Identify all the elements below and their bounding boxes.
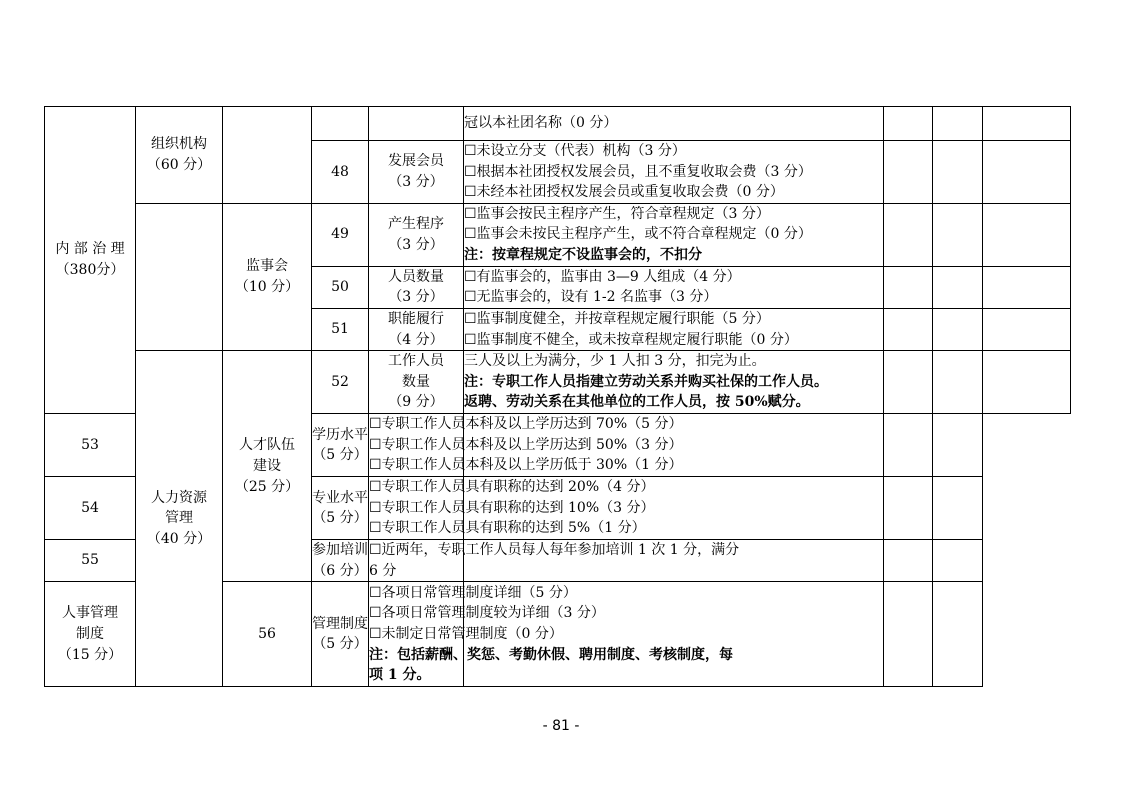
subcategory-empty-cell <box>223 107 312 204</box>
criteria-content: 冠以本社团名称（0 分） <box>464 107 884 141</box>
score-cell <box>884 477 933 540</box>
item-name: 学历水平 （5 分） <box>312 414 369 477</box>
score-cell <box>933 266 983 308</box>
table-row <box>45 351 1071 414</box>
score-cell <box>884 266 933 308</box>
item-number: 50 <box>312 266 369 308</box>
item-name: 产生程序 （3 分） <box>369 203 464 266</box>
item-name: 人员数量 （3 分） <box>369 266 464 308</box>
table-row <box>45 203 1071 266</box>
evaluation-table <box>44 106 1071 687</box>
remark-cell <box>983 141 1071 204</box>
criteria-content: ☐监事会按民主程序产生，符合章程规定（3 分） ☐监事会未按民主程序产生，或不符合章程规定（0 分） 注：按章程规定不设监事会的，不扣分 <box>464 203 884 266</box>
table-row <box>45 107 1071 141</box>
criteria-content: ☐近两年，专职工作人员每人每年参加培训 1 次 1 分，满分 6 分 <box>369 540 464 582</box>
score-cell <box>933 107 983 141</box>
item-name: 工作人员 数量 （9 分） <box>369 351 464 414</box>
criteria-content: ☐有监事会的，监事由 3—9 人组成（4 分） ☐无监事会的，设有 1-2 名监事（3 分） <box>464 266 884 308</box>
org-empty-cell <box>136 203 223 350</box>
criteria-content: ☐各项日常管理制度详细（5 分） ☐各项日常管理制度较为详细（3 分） ☐未制定日常管理制度（0 分） 注：包括薪酬、奖惩、考勤休假、聘用制度、考核制度，每 项 1 分。 <box>369 582 464 687</box>
category-human-resources: 人力资源 管理 （40 分） <box>136 351 223 687</box>
remark-cell <box>983 203 1071 266</box>
score-cell <box>933 203 983 266</box>
item-number: 48 <box>312 141 369 204</box>
criteria-content: ☐专职工作人员本科及以上学历达到 70%（5 分） ☐专职工作人员本科及以上学历达到 50%（3 分） ☐专职工作人员本科及以上学历低于 30%（1 分） <box>369 414 464 477</box>
item-number: 54 <box>45 477 136 540</box>
remark-cell <box>983 266 1071 308</box>
score-cell <box>933 351 983 414</box>
score-cell <box>933 141 983 204</box>
item-number: 55 <box>45 540 136 582</box>
criteria-content: ☐未设立分支（代表）机构（3 分） ☐根据本社团授权发展会员，且不重复收取会费（3 分） ☐未经本社团授权发展会员或重复收取会费（0 分） <box>464 141 884 204</box>
item-name: 管理制度 （5 分） <box>312 582 369 687</box>
item-name <box>369 107 464 141</box>
item-number: 53 <box>45 414 136 477</box>
score-cell <box>884 582 933 687</box>
remark-cell <box>983 351 1071 414</box>
criteria-content: ☐监事制度健全，并按章程规定履行职能（5 分） ☐监事制度不健全，或未按章程规定履行职能（0 分） <box>464 308 884 350</box>
item-number <box>312 107 369 141</box>
remark-cell <box>933 414 983 477</box>
item-name: 专业水平 （5 分） <box>312 477 369 540</box>
criteria-content: ☐专职工作人员具有职称的达到 20%（4 分） ☐专职工作人员具有职称的达到 10%（3 分） ☐专职工作人员具有职称的达到 5%（1 分） <box>369 477 464 540</box>
score-cell <box>884 540 933 582</box>
score-cell <box>884 308 933 350</box>
category-talent-building: 人才队伍 建设 （25 分） <box>223 351 312 582</box>
item-name: 参加培训 （6 分） <box>312 540 369 582</box>
category-supervisory-board: 监事会 （10 分） <box>223 203 312 350</box>
remark-cell <box>933 477 983 540</box>
category-personnel-system: 人事管理 制度 （15 分） <box>45 582 136 687</box>
item-number: 56 <box>223 582 312 687</box>
item-number: 49 <box>312 203 369 266</box>
item-name: 发展会员 （3 分） <box>369 141 464 204</box>
score-cell <box>884 351 933 414</box>
score-cell <box>884 414 933 477</box>
category-internal-governance: 内 部 治 理 （380分） <box>45 107 136 414</box>
remark-cell <box>983 308 1071 350</box>
item-number: 52 <box>312 351 369 414</box>
item-name: 职能履行 （4 分） <box>369 308 464 350</box>
remark-cell <box>933 540 983 582</box>
score-cell <box>933 308 983 350</box>
score-cell <box>884 203 933 266</box>
criteria-content: 三人及以上为满分，少 1 人扣 3 分，扣完为止。 注：专职工作人员指建立劳动关系并购买社保的工作人员。 返聘、劳动关系在其他单位的工作人员，按 50%赋分。 <box>464 351 884 414</box>
remark-cell <box>983 107 1071 141</box>
score-cell <box>884 107 933 141</box>
category-org-structure: 组织机构 （60 分） <box>136 107 223 204</box>
remark-cell <box>933 582 983 687</box>
page-number: - 81 - <box>542 718 580 734</box>
item-number: 51 <box>312 308 369 350</box>
score-cell <box>884 141 933 204</box>
